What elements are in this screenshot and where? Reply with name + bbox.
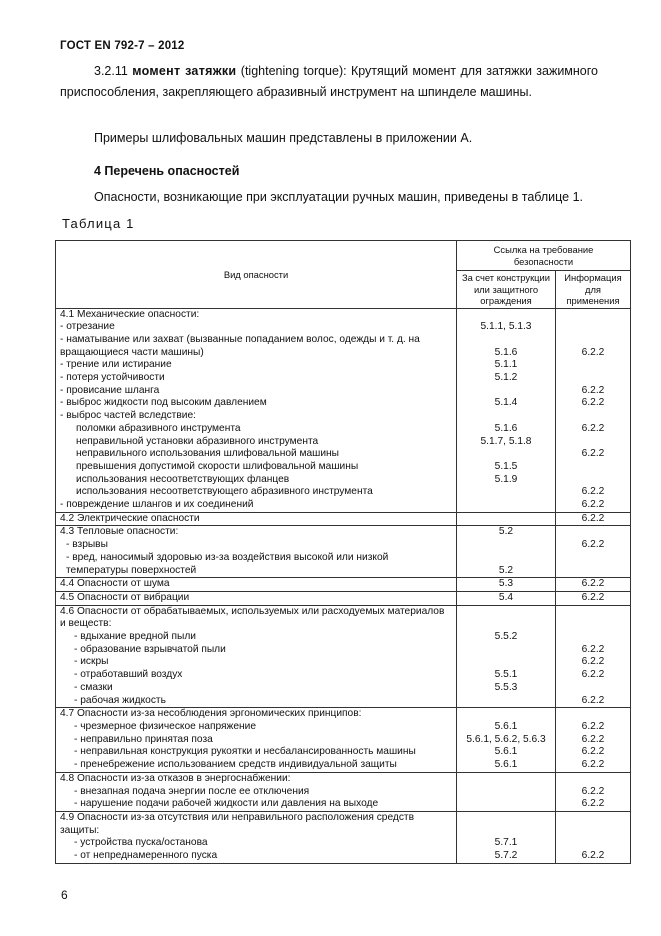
hazard-cell bbox=[56, 578, 457, 592]
hazard-line: - наматывание или захват (вызванные попаданием волос, одежды и т. д. на вращающиеся части машины) bbox=[60, 333, 420, 358]
info-reference-cell: 6.2.2 6.2.2 bbox=[556, 772, 631, 811]
hazard-line: - провисание шланга bbox=[60, 384, 160, 396]
design-reference-cell bbox=[457, 772, 556, 811]
hazard-line: - рабочая жидкость bbox=[74, 694, 166, 706]
hazard-line: использования несоответствующих фланцев bbox=[76, 473, 290, 485]
table-row bbox=[56, 811, 631, 863]
header-design: За счет конструкции или защитного ограждения bbox=[457, 271, 556, 309]
definition-term: момент затяжки bbox=[132, 64, 237, 78]
table-row bbox=[56, 578, 631, 592]
design-reference-cell: 5.7.1 5.7.2 bbox=[457, 811, 556, 863]
design-reference-cell: 5.4 bbox=[457, 591, 556, 605]
hazard-line: - внезапная подача энергии после ее отключения bbox=[74, 785, 310, 797]
hazard-line: - выброс жидкости под высоким давлением bbox=[60, 397, 267, 409]
section-4-title: 4 Перечень опасностей bbox=[94, 164, 240, 178]
design-reference-cell bbox=[457, 512, 556, 526]
hazard-line: - чрезмерное физическое напряжение bbox=[74, 721, 257, 732]
definition-number: 3.2.11 bbox=[94, 64, 128, 78]
info-reference-cell: 6.2.2 bbox=[556, 512, 631, 526]
hazard-line: 4.7 Опасности из-за несоблюдения эргономических принципов: bbox=[60, 708, 362, 720]
info-reference-cell: 6.2.2 bbox=[556, 591, 631, 605]
hazard-cell bbox=[56, 308, 457, 512]
table-row bbox=[56, 708, 631, 773]
design-reference-cell: 5.5.2 5.5.1 5.5.3 bbox=[457, 605, 556, 708]
hazard-line: использования несоответствующего абразивного инструмента bbox=[76, 486, 373, 498]
definition-3-2-11 bbox=[60, 61, 598, 103]
design-reference-cell: 5.3 bbox=[457, 578, 556, 592]
design-reference-cell: 5.6.1 5.6.1, 5.6.2, 5.6.3 5.6.1 5.6.1 bbox=[457, 708, 556, 773]
page-number: 6 bbox=[61, 888, 68, 902]
hazard-line: - вред, наносимый здоровью из-за воздействия высокой или низкой температуры поверхностей bbox=[66, 551, 389, 576]
info-reference-cell: 6.2.2 bbox=[556, 526, 631, 578]
hazard-line: 4.3 Тепловые опасности: bbox=[60, 526, 179, 538]
hazard-cell bbox=[56, 811, 457, 863]
hazard-line: - повреждение шлангов и их соединений bbox=[60, 499, 254, 511]
hazard-line: - неправильная конструкция рукоятки и несбалансированность машины bbox=[74, 746, 416, 758]
hazard-cell bbox=[56, 512, 457, 526]
table-row bbox=[56, 772, 631, 811]
info-reference-cell: 6.2.2 6.2.2 6.2.2 6.2.2 bbox=[556, 708, 631, 773]
design-reference-cell: 5.1.1, 5.1.3 5.1.6 5.1.1 5.1.2 5.1.4 5.1.6 5.1.7, 5.1.8 5.1.5 5.1.9 bbox=[457, 308, 556, 512]
design-reference-cell: 5.2 5.2 bbox=[457, 526, 556, 578]
hazard-line: - смазки bbox=[74, 681, 113, 693]
hazard-line: поломки абразивного инструмента bbox=[76, 422, 241, 434]
hazard-cell bbox=[56, 772, 457, 811]
hazard-line: 4.8 Опасности из-за отказов в энергоснабжении: bbox=[60, 772, 291, 784]
hazard-line: - потеря устойчивости bbox=[60, 372, 165, 384]
info-reference-cell: 6.2.2 bbox=[556, 811, 631, 863]
hazard-line: превышения допустимой скорости шлифовальной машины bbox=[76, 460, 359, 472]
hazard-line: - отработавший воздух bbox=[74, 669, 183, 681]
hazard-table bbox=[55, 240, 631, 864]
hazard-line: - искры bbox=[74, 656, 109, 668]
hazard-cell bbox=[56, 591, 457, 605]
table-row bbox=[56, 605, 631, 708]
hazard-line: неправильной установки абразивного инструмента bbox=[76, 435, 319, 447]
hazard-line: - нарушение подачи рабочей жидкости или давления на выходе bbox=[74, 798, 379, 810]
hazard-line: - выброс частей вследствие: bbox=[60, 410, 196, 422]
hazard-line: 4.1 Механические опасности: bbox=[60, 308, 200, 320]
hazard-line: 4.6 Опасности от обрабатываемых, используемых или расходуемых материалов и веществ: bbox=[60, 605, 445, 630]
hazard-cell bbox=[56, 708, 457, 773]
hazard-line: 4.4 Опасности от шума bbox=[60, 578, 170, 590]
standard-header: ГОСТ EN 792-7 – 2012 bbox=[60, 40, 185, 52]
section-4-intro: Опасности, возникающие при эксплуатации ручных машин, приведены в таблице 1. bbox=[94, 190, 584, 204]
table-row bbox=[56, 512, 631, 526]
hazard-line: - взрывы bbox=[66, 539, 108, 551]
header-hazard-type: Вид опасности bbox=[56, 241, 457, 309]
hazard-line: - вдыхание вредной пыли bbox=[74, 631, 196, 643]
examples-note: Примеры шлифовальных машин представлены в приложении А. bbox=[94, 131, 473, 145]
hazard-line: неправильного использования шлифовальной машины bbox=[76, 448, 339, 460]
hazard-line: - пренебрежение использованием средств индивидуальной защиты bbox=[74, 759, 397, 771]
hazard-line: - отрезание bbox=[60, 321, 115, 333]
hazard-line: - устройства пуска/останова bbox=[74, 837, 208, 849]
info-reference-cell: 6.2.2 bbox=[556, 578, 631, 592]
hazard-line: - трение или истирание bbox=[60, 359, 172, 371]
table-row bbox=[56, 526, 631, 578]
table-row bbox=[56, 308, 631, 512]
hazard-line: - неправильно принятая поза bbox=[74, 733, 213, 745]
hazard-line: - от непреднамеренного пуска bbox=[74, 850, 218, 862]
table-row bbox=[56, 591, 631, 605]
hazard-line: 4.9 Опасности из-за отсутствия или неправильного расположения средств защиты: bbox=[60, 811, 415, 836]
hazard-cell bbox=[56, 526, 457, 578]
table-caption: Таблица 1 bbox=[62, 216, 135, 231]
header-info: Информация для применения bbox=[556, 271, 631, 309]
info-reference-cell: 6.2.2 6.2.2 6.2.2 6.2.2 6.2.2 6.2.2 6.2.2 bbox=[556, 308, 631, 512]
hazard-line: - образование взрывчатой пыли bbox=[74, 643, 226, 655]
info-reference-cell: 6.2.2 6.2.2 6.2.2 6.2.2 bbox=[556, 605, 631, 708]
hazard-table-body bbox=[56, 308, 631, 863]
header-reference: Ссылка на требование безопасности bbox=[457, 241, 631, 271]
definition-text: (tightening torque): Крутящий момент для затяжки зажимного приспособления, закрепляющего абразивный инструмент на шпинделе машины. bbox=[60, 64, 598, 99]
hazard-cell bbox=[56, 605, 457, 708]
hazard-line: 4.5 Опасности от вибрации bbox=[60, 591, 190, 603]
hazard-line: 4.2 Электрические опасности bbox=[60, 512, 200, 524]
